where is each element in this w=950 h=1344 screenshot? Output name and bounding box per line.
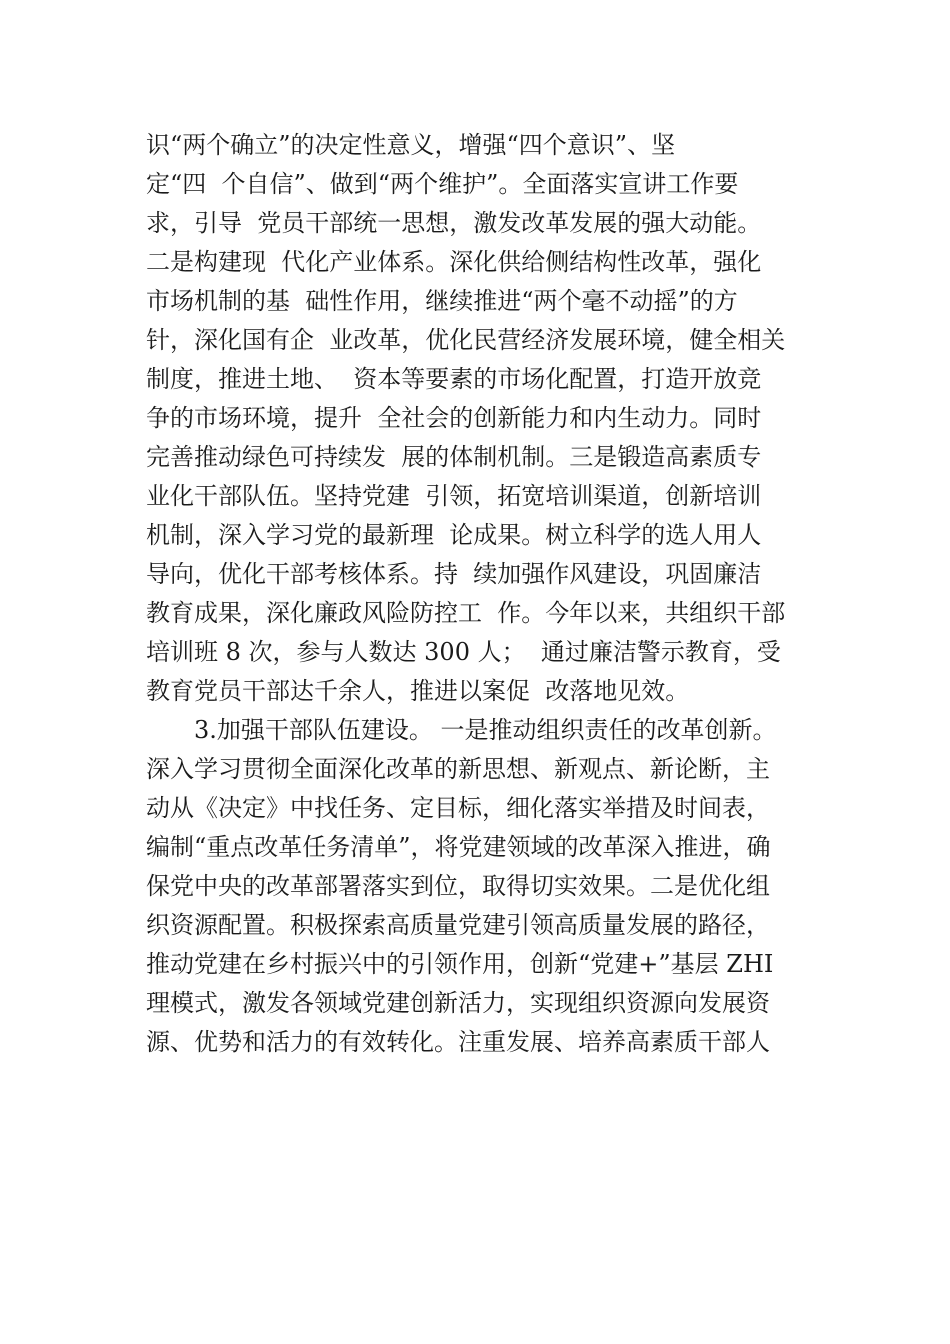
text-line: 机制，深入学习党的最新理 论成果。树立科学的选人用人 — [146, 521, 762, 549]
text-line: 保党中央的改革部署落实到位，取得切实效果。二是优化组 — [146, 872, 770, 900]
text-line: 动从《决定》中找任务、定目标，细化落实举措及时间表， — [146, 794, 770, 822]
text-line: 二是构建现 代化产业体系。深化供给侧结构性改革，强化 — [146, 248, 762, 276]
text-line: 编制“重点改革任务清单”，将党建领域的改革深入推进，确 — [146, 833, 771, 861]
text-line: 定“四 个自信”、做到“两个维护”。全面落实宣讲工作要 — [146, 170, 739, 198]
text-line: 业化干部队伍。坚持党建 引领，拓宽培训渠道，创新培训 — [146, 482, 762, 510]
text-line: 求，引导 党员干部统一思想，激发改革发展的强大动能。 — [146, 209, 762, 237]
text-line: 完善推动绿色可持续发 展的体制机制。三是锻造高素质专 — [146, 443, 762, 471]
text-line: 针，深化国有企 业改革，优化民营经济发展环境，健全相关 — [146, 326, 786, 354]
document-body — [146, 126, 826, 1062]
text-line: 织资源配置。积极探索高质量党建引领高质量发展的路径， — [146, 911, 770, 939]
text-line: 深入学习贯彻全面深化改革的新思想、新观点、新论断，主 — [146, 755, 770, 783]
text-line: 源、优势和活力的有效转化。注重发展、培养高素质干部人 — [146, 1028, 770, 1056]
text-line: 理模式，激发各领域党建创新活力，实现组织资源向发展资 — [146, 989, 770, 1017]
text-line: 培训班 8 次，参与人数达 300 人； 通过廉洁警示教育，受 — [146, 638, 781, 666]
text-line: 教育成果，深化廉政风险防控工 作。今年以来，共组织干部 — [146, 599, 786, 627]
text-line: 识“两个确立”的决定性意义，增强“四个意识”、坚 — [146, 131, 676, 159]
text-line: 推动党建在乡村振兴中的引领作用，创新“党建+”基层 ZHI — [146, 950, 774, 978]
text-line: 教育党员干部达千余人，推进以案促 改落地见效。 — [146, 677, 690, 705]
text-line: 市场机制的基 础性作用，继续推进“两个毫不动摇”的方 — [146, 287, 738, 315]
text-line: 制度，推进土地、 资本等要素的市场化配置，打造开放竞 — [146, 365, 762, 393]
text-line: 争的市场环境，提升 全社会的创新能力和内生动力。同时 — [146, 404, 762, 432]
text-line: 导向，优化干部考核体系。持 续加强作风建设，巩固廉洁 — [146, 560, 762, 588]
section-heading-line: 3.加强干部队伍建设。 一是推动组织责任的改革创新。 — [194, 716, 777, 744]
